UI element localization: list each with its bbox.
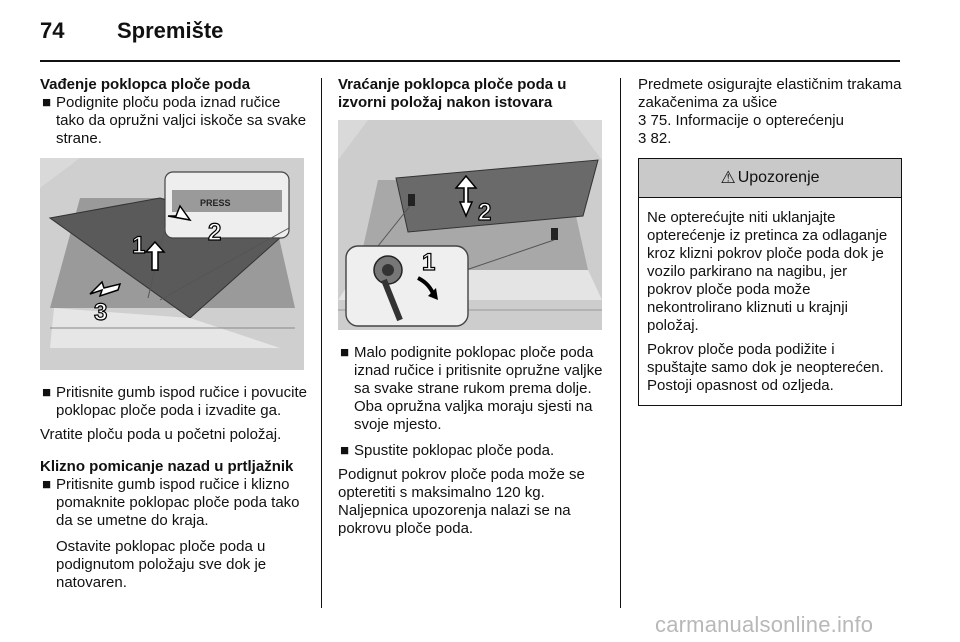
- paragraph-leave-raised: Ostavite poklopac ploče poda u podignutom položaju sve dok je natovaren.: [56, 538, 267, 591]
- bullet-icon: ■: [42, 384, 52, 401]
- column-divider-2: [620, 78, 621, 608]
- header-divider: [40, 60, 900, 62]
- bullet-lower-cover: ■ Spustite poklopac ploče poda.: [340, 442, 555, 459]
- section-heading-removing-cover: Vađenje poklopca ploče poda: [40, 76, 251, 93]
- bullet-icon: ■: [340, 442, 350, 459]
- figure2-callout-1: 1: [422, 249, 436, 276]
- press-label: PRESS: [200, 198, 231, 208]
- warning-header: [639, 159, 901, 198]
- paragraph-warning-label: Naljepnica upozorenja nalazi se na pokrovu ploče poda.: [338, 502, 571, 537]
- bullet-lift-floor: ■ Podignite ploču poda iznad ručice tako da opružni valjci iskoče sa svake strane.: [42, 94, 307, 147]
- paragraph-return-floor: Vratite ploču poda u početni položaj.: [40, 426, 282, 443]
- figure2-callout-2: 2: [478, 199, 492, 226]
- bullet-slide-cover: ■ Pritisnite gumb ispod ručice i klizno pomaknite poklopac ploče poda tako da se umetne do kraja.: [42, 476, 300, 529]
- column-divider-1: [321, 78, 322, 608]
- section-heading-return-cover: Vraćanje poklopca ploče poda u izvorni položaj nakon istovara: [338, 76, 567, 111]
- bullet-icon: ■: [340, 344, 350, 361]
- figure1-callout-3: 3: [94, 299, 108, 326]
- warning-text-1: Ne opterećujte niti uklanjajte opterećenje iz pretinca za odlaganje kroz klizni pokrov ploče poda dok je vozilo parkirano na nagibu, jer pokrov ploče poda može nekontrolirano kliznuti u krajnji položaj.: [647, 209, 888, 334]
- warning-title: Upozorenje: [737, 169, 820, 186]
- bullet-icon: ■: [42, 94, 52, 111]
- page-number: 74: [40, 18, 65, 43]
- figure1-callout-2: 2: [208, 219, 222, 246]
- column-3: [638, 76, 902, 406]
- page-title: Spremište: [117, 18, 224, 43]
- watermark: carmanualsonline.info: [655, 612, 874, 637]
- paragraph-secure-items: Predmete osigurajte elastičnim trakama zakačenima za ušice: [638, 76, 902, 111]
- warning-box: [638, 158, 902, 406]
- section-heading-slide-back: Klizno pomicanje nazad u prtljažnik: [40, 458, 294, 475]
- figure-return-cover: [338, 120, 602, 330]
- warning-text-2: Pokrov ploče poda podižite i spuštajte samo dok je neopterećen. Postoji opasnost od ozljeda.: [647, 341, 884, 394]
- paragraph-max-load: Podignut pokrov ploče poda može se opteretiti s maksimalno 120 kg.: [338, 466, 585, 501]
- bullet-press-button: ■ Pritisnite gumb ispod ručice i povucite poklopac ploče poda i izvadite ga.: [42, 384, 307, 419]
- column-2: [338, 76, 608, 538]
- warning-body: [639, 198, 901, 405]
- bullet-press-rollers: ■ Malo podignite poklopac ploče poda iznad ručice i pritisnite opružne valjke sa svake strane rukom prema dolje. Oba opružna valjka moraju sjesti na svoje mjesto.: [340, 344, 603, 433]
- figure1-callout-1: 1: [132, 232, 146, 259]
- warning-triangle-icon: ⚠: [720, 168, 736, 187]
- column-1: [40, 76, 308, 592]
- figure-remove-cover: [40, 158, 304, 370]
- bullet-icon: ■: [42, 476, 52, 493]
- reference-load-info: 3 75. Informacije o opterećenju: [638, 112, 844, 129]
- reference-page: 3 82.: [638, 130, 672, 147]
